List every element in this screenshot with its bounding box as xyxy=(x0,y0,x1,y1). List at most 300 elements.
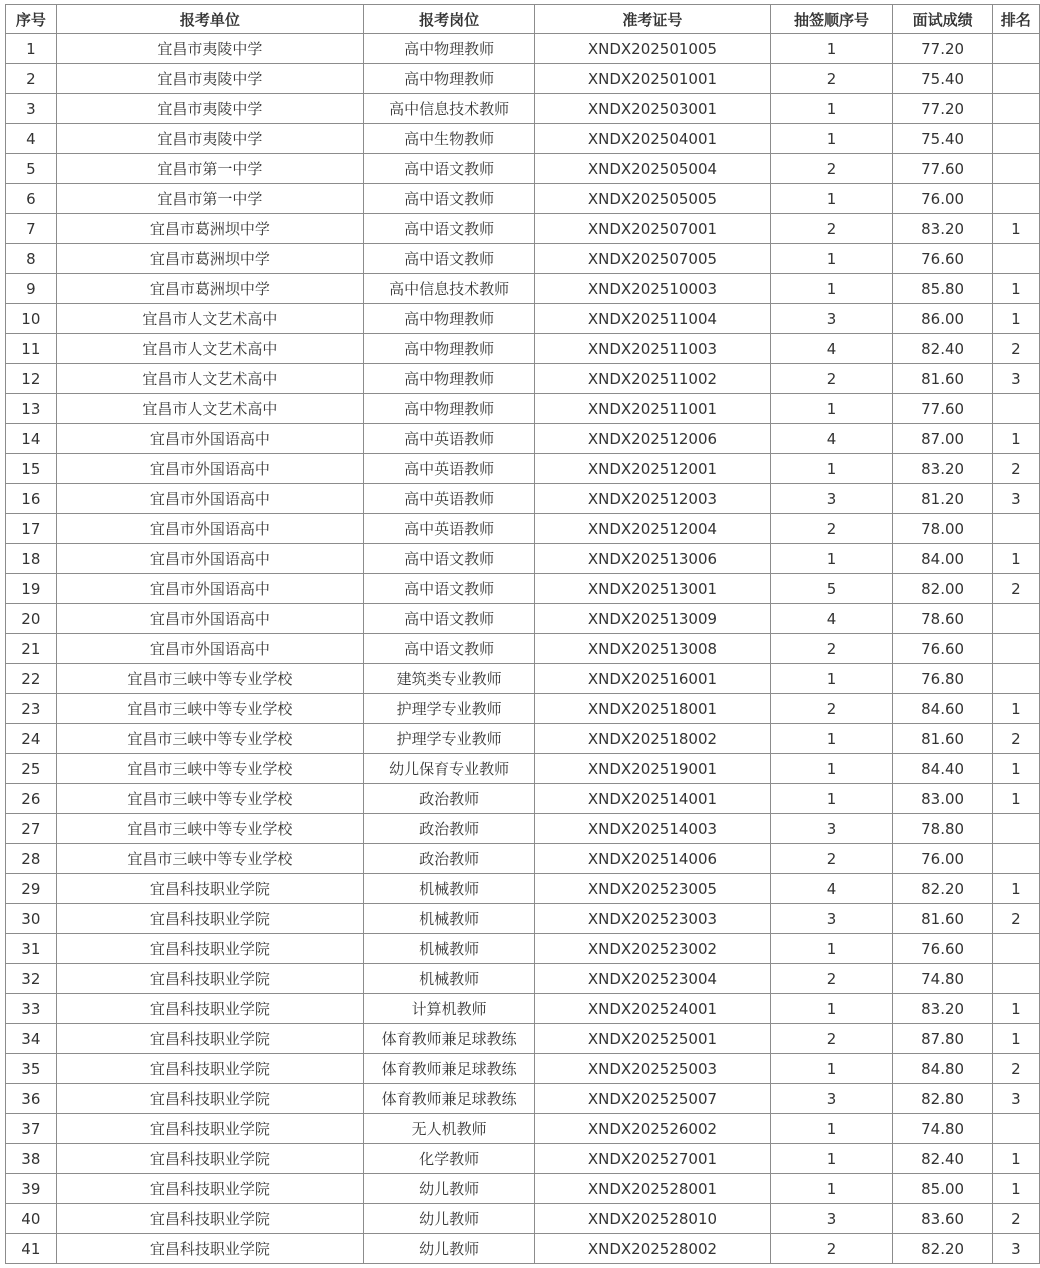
cell-ticket-number: XNDX202518001 xyxy=(535,694,771,724)
table-row xyxy=(6,94,1040,124)
cell-score: 81.60 xyxy=(893,724,993,754)
header-rank: 排名 xyxy=(992,5,1039,34)
cell-ticket-number: XNDX202512004 xyxy=(535,514,771,544)
cell-ticket-number: XNDX202516001 xyxy=(535,664,771,694)
cell-rank: 1 xyxy=(992,784,1039,814)
cell-unit: 宜昌科技职业学院 xyxy=(56,1054,363,1084)
cell-score: 76.60 xyxy=(893,634,993,664)
table-row xyxy=(6,1024,1040,1054)
cell-index: 14 xyxy=(6,424,57,454)
cell-unit: 宜昌市外国语高中 xyxy=(56,454,363,484)
cell-score: 85.00 xyxy=(893,1174,993,1204)
cell-unit: 宜昌科技职业学院 xyxy=(56,964,363,994)
cell-position: 高中语文教师 xyxy=(364,604,535,634)
cell-unit: 宜昌科技职业学院 xyxy=(56,1084,363,1114)
table-row xyxy=(6,184,1040,214)
cell-index: 34 xyxy=(6,1024,57,1054)
cell-draw-order: 4 xyxy=(770,424,893,454)
cell-draw-order: 2 xyxy=(770,1024,893,1054)
table-body xyxy=(6,34,1040,1264)
cell-index: 21 xyxy=(6,634,57,664)
cell-score: 83.20 xyxy=(893,214,993,244)
results-table xyxy=(5,4,1040,1264)
table-row xyxy=(6,1234,1040,1264)
cell-draw-order: 2 xyxy=(770,634,893,664)
cell-position: 无人机教师 xyxy=(364,1114,535,1144)
table-row xyxy=(6,334,1040,364)
cell-rank: 1 xyxy=(992,694,1039,724)
table-row xyxy=(6,274,1040,304)
table-row xyxy=(6,34,1040,64)
cell-unit: 宜昌市外国语高中 xyxy=(56,634,363,664)
cell-index: 2 xyxy=(6,64,57,94)
cell-position: 计算机教师 xyxy=(364,994,535,1024)
cell-unit: 宜昌科技职业学院 xyxy=(56,1114,363,1144)
cell-score: 84.80 xyxy=(893,1054,993,1084)
cell-score: 76.60 xyxy=(893,934,993,964)
cell-index: 10 xyxy=(6,304,57,334)
table-row xyxy=(6,544,1040,574)
cell-rank: 1 xyxy=(992,1144,1039,1174)
cell-score: 81.20 xyxy=(893,484,993,514)
cell-index: 3 xyxy=(6,94,57,124)
cell-index: 24 xyxy=(6,724,57,754)
cell-position: 高中生物教师 xyxy=(364,124,535,154)
cell-score: 83.20 xyxy=(893,994,993,1024)
cell-score: 82.20 xyxy=(893,874,993,904)
cell-position: 高中物理教师 xyxy=(364,64,535,94)
cell-ticket-number: XNDX202528001 xyxy=(535,1174,771,1204)
header-unit: 报考单位 xyxy=(56,5,363,34)
cell-position: 政治教师 xyxy=(364,784,535,814)
cell-rank: 3 xyxy=(992,364,1039,394)
table-row xyxy=(6,994,1040,1024)
cell-unit: 宜昌市夷陵中学 xyxy=(56,64,363,94)
cell-draw-order: 3 xyxy=(770,904,893,934)
cell-unit: 宜昌科技职业学院 xyxy=(56,994,363,1024)
cell-unit: 宜昌市人文艺术高中 xyxy=(56,334,363,364)
cell-draw-order: 1 xyxy=(770,784,893,814)
cell-rank: 2 xyxy=(992,724,1039,754)
cell-ticket-number: XNDX202514006 xyxy=(535,844,771,874)
cell-rank: 1 xyxy=(992,544,1039,574)
cell-unit: 宜昌科技职业学院 xyxy=(56,874,363,904)
cell-score: 75.40 xyxy=(893,64,993,94)
cell-unit: 宜昌市人文艺术高中 xyxy=(56,394,363,424)
cell-ticket-number: XNDX202514001 xyxy=(535,784,771,814)
cell-index: 30 xyxy=(6,904,57,934)
cell-score: 87.00 xyxy=(893,424,993,454)
cell-index: 32 xyxy=(6,964,57,994)
cell-draw-order: 2 xyxy=(770,154,893,184)
cell-unit: 宜昌市三峡中等专业学校 xyxy=(56,724,363,754)
cell-ticket-number: XNDX202526002 xyxy=(535,1114,771,1144)
cell-ticket-number: XNDX202514003 xyxy=(535,814,771,844)
cell-score: 77.60 xyxy=(893,394,993,424)
header-position: 报考岗位 xyxy=(364,5,535,34)
cell-draw-order: 1 xyxy=(770,724,893,754)
cell-ticket-number: XNDX202512003 xyxy=(535,484,771,514)
cell-draw-order: 2 xyxy=(770,514,893,544)
cell-rank: 1 xyxy=(992,754,1039,784)
table-row xyxy=(6,664,1040,694)
cell-position: 体育教师兼足球教练 xyxy=(364,1084,535,1114)
cell-index: 41 xyxy=(6,1234,57,1264)
cell-ticket-number: XNDX202511001 xyxy=(535,394,771,424)
cell-ticket-number: XNDX202503001 xyxy=(535,94,771,124)
cell-index: 39 xyxy=(6,1174,57,1204)
cell-ticket-number: XNDX202513006 xyxy=(535,544,771,574)
table-row xyxy=(6,1054,1040,1084)
cell-position: 高中语文教师 xyxy=(364,574,535,604)
cell-rank: 3 xyxy=(992,1084,1039,1114)
cell-ticket-number: XNDX202511002 xyxy=(535,364,771,394)
cell-draw-order: 1 xyxy=(770,394,893,424)
cell-index: 16 xyxy=(6,484,57,514)
cell-rank: 3 xyxy=(992,1234,1039,1264)
table-row xyxy=(6,724,1040,754)
cell-score: 82.80 xyxy=(893,1084,993,1114)
cell-position: 高中物理教师 xyxy=(364,394,535,424)
header-score: 面试成绩 xyxy=(893,5,993,34)
cell-rank: 2 xyxy=(992,574,1039,604)
cell-score: 82.40 xyxy=(893,334,993,364)
cell-score: 82.00 xyxy=(893,574,993,604)
cell-index: 20 xyxy=(6,604,57,634)
table-row xyxy=(6,934,1040,964)
cell-draw-order: 4 xyxy=(770,334,893,364)
cell-unit: 宜昌市第一中学 xyxy=(56,154,363,184)
cell-score: 82.20 xyxy=(893,1234,993,1264)
cell-draw-order: 2 xyxy=(770,1234,893,1264)
cell-rank: 1 xyxy=(992,214,1039,244)
cell-ticket-number: XNDX202512001 xyxy=(535,454,771,484)
table-row xyxy=(6,874,1040,904)
cell-unit: 宜昌市人文艺术高中 xyxy=(56,364,363,394)
cell-rank: 1 xyxy=(992,304,1039,334)
cell-rank xyxy=(992,964,1039,994)
cell-index: 11 xyxy=(6,334,57,364)
cell-position: 化学教师 xyxy=(364,1144,535,1174)
table-row xyxy=(6,304,1040,334)
cell-score: 78.80 xyxy=(893,814,993,844)
cell-ticket-number: XNDX202511004 xyxy=(535,304,771,334)
cell-ticket-number: XNDX202504001 xyxy=(535,124,771,154)
cell-index: 25 xyxy=(6,754,57,784)
cell-unit: 宜昌市三峡中等专业学校 xyxy=(56,694,363,724)
cell-rank xyxy=(992,1114,1039,1144)
table-row xyxy=(6,964,1040,994)
cell-unit: 宜昌科技职业学院 xyxy=(56,1204,363,1234)
cell-index: 28 xyxy=(6,844,57,874)
table-row xyxy=(6,844,1040,874)
cell-ticket-number: XNDX202519001 xyxy=(535,754,771,784)
cell-position: 高中物理教师 xyxy=(364,334,535,364)
cell-unit: 宜昌市外国语高中 xyxy=(56,544,363,574)
cell-score: 86.00 xyxy=(893,304,993,334)
cell-index: 8 xyxy=(6,244,57,274)
cell-position: 政治教师 xyxy=(364,814,535,844)
cell-index: 40 xyxy=(6,1204,57,1234)
table-row xyxy=(6,394,1040,424)
cell-draw-order: 2 xyxy=(770,694,893,724)
cell-unit: 宜昌市三峡中等专业学校 xyxy=(56,754,363,784)
cell-draw-order: 2 xyxy=(770,64,893,94)
cell-unit: 宜昌市外国语高中 xyxy=(56,604,363,634)
cell-unit: 宜昌市夷陵中学 xyxy=(56,94,363,124)
cell-score: 75.40 xyxy=(893,124,993,154)
cell-score: 81.60 xyxy=(893,364,993,394)
cell-draw-order: 3 xyxy=(770,304,893,334)
cell-index: 23 xyxy=(6,694,57,724)
cell-draw-order: 1 xyxy=(770,754,893,784)
cell-unit: 宜昌市葛洲坝中学 xyxy=(56,214,363,244)
cell-unit: 宜昌市外国语高中 xyxy=(56,484,363,514)
cell-unit: 宜昌市三峡中等专业学校 xyxy=(56,784,363,814)
header-draw-order: 抽签顺序号 xyxy=(770,5,893,34)
cell-position: 机械教师 xyxy=(364,874,535,904)
cell-unit: 宜昌科技职业学院 xyxy=(56,1174,363,1204)
cell-rank xyxy=(992,34,1039,64)
cell-score: 78.00 xyxy=(893,514,993,544)
table-row xyxy=(6,484,1040,514)
cell-ticket-number: XNDX202527001 xyxy=(535,1144,771,1174)
cell-index: 35 xyxy=(6,1054,57,1084)
cell-position: 幼儿教师 xyxy=(364,1234,535,1264)
table-row xyxy=(6,64,1040,94)
cell-position: 机械教师 xyxy=(364,904,535,934)
cell-ticket-number: XNDX202518002 xyxy=(535,724,771,754)
cell-index: 6 xyxy=(6,184,57,214)
cell-unit: 宜昌科技职业学院 xyxy=(56,1234,363,1264)
cell-score: 76.00 xyxy=(893,184,993,214)
cell-rank: 1 xyxy=(992,274,1039,304)
cell-ticket-number: XNDX202525003 xyxy=(535,1054,771,1084)
cell-draw-order: 2 xyxy=(770,364,893,394)
cell-ticket-number: XNDX202523005 xyxy=(535,874,771,904)
cell-rank xyxy=(992,94,1039,124)
cell-score: 83.20 xyxy=(893,454,993,484)
cell-position: 幼儿教师 xyxy=(364,1174,535,1204)
cell-unit: 宜昌市外国语高中 xyxy=(56,424,363,454)
cell-index: 29 xyxy=(6,874,57,904)
cell-rank xyxy=(992,664,1039,694)
header-ticket-number: 准考证号 xyxy=(535,5,771,34)
table-row xyxy=(6,904,1040,934)
cell-score: 74.80 xyxy=(893,964,993,994)
cell-score: 82.40 xyxy=(893,1144,993,1174)
cell-ticket-number: XNDX202505005 xyxy=(535,184,771,214)
cell-rank xyxy=(992,154,1039,184)
table-row xyxy=(6,244,1040,274)
cell-draw-order: 2 xyxy=(770,214,893,244)
cell-position: 高中英语教师 xyxy=(364,484,535,514)
cell-unit: 宜昌市葛洲坝中学 xyxy=(56,274,363,304)
cell-rank: 2 xyxy=(992,454,1039,484)
cell-score: 84.40 xyxy=(893,754,993,784)
cell-rank xyxy=(992,394,1039,424)
cell-draw-order: 1 xyxy=(770,1174,893,1204)
cell-draw-order: 1 xyxy=(770,184,893,214)
table-row xyxy=(6,754,1040,784)
cell-position: 高中信息技术教师 xyxy=(364,94,535,124)
cell-rank: 1 xyxy=(992,1174,1039,1204)
cell-score: 83.00 xyxy=(893,784,993,814)
table-row xyxy=(6,634,1040,664)
cell-draw-order: 2 xyxy=(770,964,893,994)
cell-rank: 2 xyxy=(992,1054,1039,1084)
table-row xyxy=(6,1114,1040,1144)
cell-ticket-number: XNDX202505004 xyxy=(535,154,771,184)
cell-rank xyxy=(992,634,1039,664)
cell-position: 高中信息技术教师 xyxy=(364,274,535,304)
cell-score: 77.20 xyxy=(893,94,993,124)
table-row xyxy=(6,1204,1040,1234)
cell-position: 幼儿教师 xyxy=(364,1204,535,1234)
cell-score: 81.60 xyxy=(893,904,993,934)
cell-index: 13 xyxy=(6,394,57,424)
cell-score: 84.00 xyxy=(893,544,993,574)
cell-draw-order: 1 xyxy=(770,664,893,694)
cell-unit: 宜昌市夷陵中学 xyxy=(56,124,363,154)
cell-draw-order: 1 xyxy=(770,454,893,484)
cell-index: 36 xyxy=(6,1084,57,1114)
cell-index: 7 xyxy=(6,214,57,244)
cell-position: 体育教师兼足球教练 xyxy=(364,1024,535,1054)
cell-unit: 宜昌市外国语高中 xyxy=(56,574,363,604)
table-row xyxy=(6,574,1040,604)
cell-unit: 宜昌科技职业学院 xyxy=(56,904,363,934)
cell-score: 76.00 xyxy=(893,844,993,874)
cell-position: 幼儿保育专业教师 xyxy=(364,754,535,784)
cell-position: 机械教师 xyxy=(364,934,535,964)
cell-draw-order: 1 xyxy=(770,1054,893,1084)
cell-score: 77.60 xyxy=(893,154,993,184)
cell-rank: 1 xyxy=(992,874,1039,904)
cell-ticket-number: XNDX202510003 xyxy=(535,274,771,304)
table-row xyxy=(6,514,1040,544)
cell-position: 高中物理教师 xyxy=(364,34,535,64)
cell-rank: 3 xyxy=(992,484,1039,514)
cell-ticket-number: XNDX202524001 xyxy=(535,994,771,1024)
cell-ticket-number: XNDX202523004 xyxy=(535,964,771,994)
cell-unit: 宜昌市三峡中等专业学校 xyxy=(56,664,363,694)
cell-ticket-number: XNDX202513001 xyxy=(535,574,771,604)
cell-rank: 2 xyxy=(992,334,1039,364)
cell-draw-order: 1 xyxy=(770,544,893,574)
table-row xyxy=(6,154,1040,184)
table-row xyxy=(6,214,1040,244)
cell-draw-order: 3 xyxy=(770,1084,893,1114)
cell-draw-order: 1 xyxy=(770,244,893,274)
cell-rank xyxy=(992,124,1039,154)
table-row xyxy=(6,124,1040,154)
cell-rank: 2 xyxy=(992,1204,1039,1234)
cell-ticket-number: XNDX202513008 xyxy=(535,634,771,664)
cell-rank xyxy=(992,244,1039,274)
cell-rank xyxy=(992,64,1039,94)
table-row xyxy=(6,814,1040,844)
cell-score: 74.80 xyxy=(893,1114,993,1144)
cell-index: 22 xyxy=(6,664,57,694)
table-row xyxy=(6,364,1040,394)
cell-rank: 1 xyxy=(992,994,1039,1024)
cell-ticket-number: XNDX202511003 xyxy=(535,334,771,364)
cell-position: 机械教师 xyxy=(364,964,535,994)
table-row xyxy=(6,784,1040,814)
cell-ticket-number: XNDX202507005 xyxy=(535,244,771,274)
cell-rank xyxy=(992,604,1039,634)
cell-draw-order: 4 xyxy=(770,604,893,634)
cell-index: 17 xyxy=(6,514,57,544)
cell-position: 高中英语教师 xyxy=(364,424,535,454)
cell-rank: 2 xyxy=(992,904,1039,934)
cell-index: 19 xyxy=(6,574,57,604)
cell-draw-order: 1 xyxy=(770,124,893,154)
cell-position: 高中语文教师 xyxy=(364,544,535,574)
cell-score: 78.60 xyxy=(893,604,993,634)
cell-draw-order: 3 xyxy=(770,1204,893,1234)
cell-ticket-number: XNDX202525001 xyxy=(535,1024,771,1054)
cell-rank xyxy=(992,844,1039,874)
cell-ticket-number: XNDX202501005 xyxy=(535,34,771,64)
cell-position: 政治教师 xyxy=(364,844,535,874)
cell-score: 76.80 xyxy=(893,664,993,694)
cell-unit: 宜昌市人文艺术高中 xyxy=(56,304,363,334)
cell-score: 85.80 xyxy=(893,274,993,304)
cell-unit: 宜昌市夷陵中学 xyxy=(56,34,363,64)
cell-position: 高中语文教师 xyxy=(364,634,535,664)
cell-draw-order: 4 xyxy=(770,874,893,904)
cell-index: 26 xyxy=(6,784,57,814)
cell-score: 76.60 xyxy=(893,244,993,274)
cell-position: 高中语文教师 xyxy=(364,154,535,184)
cell-unit: 宜昌科技职业学院 xyxy=(56,934,363,964)
cell-ticket-number: XNDX202513009 xyxy=(535,604,771,634)
cell-draw-order: 1 xyxy=(770,274,893,304)
cell-unit: 宜昌市第一中学 xyxy=(56,184,363,214)
cell-index: 37 xyxy=(6,1114,57,1144)
cell-unit: 宜昌市三峡中等专业学校 xyxy=(56,844,363,874)
cell-position: 建筑类专业教师 xyxy=(364,664,535,694)
cell-ticket-number: XNDX202507001 xyxy=(535,214,771,244)
cell-index: 15 xyxy=(6,454,57,484)
cell-draw-order: 2 xyxy=(770,844,893,874)
header-index: 序号 xyxy=(6,5,57,34)
table-row xyxy=(6,454,1040,484)
cell-score: 83.60 xyxy=(893,1204,993,1234)
cell-draw-order: 1 xyxy=(770,1144,893,1174)
cell-rank xyxy=(992,934,1039,964)
cell-ticket-number: XNDX202525007 xyxy=(535,1084,771,1114)
cell-draw-order: 3 xyxy=(770,814,893,844)
cell-draw-order: 1 xyxy=(770,1114,893,1144)
cell-unit: 宜昌科技职业学院 xyxy=(56,1144,363,1174)
cell-position: 高中语文教师 xyxy=(364,214,535,244)
cell-position: 高中物理教师 xyxy=(364,304,535,334)
cell-position: 高中英语教师 xyxy=(364,514,535,544)
cell-ticket-number: XNDX202512006 xyxy=(535,424,771,454)
cell-index: 5 xyxy=(6,154,57,184)
cell-ticket-number: XNDX202523003 xyxy=(535,904,771,934)
table-row xyxy=(6,694,1040,724)
cell-ticket-number: XNDX202501001 xyxy=(535,64,771,94)
cell-rank: 1 xyxy=(992,1024,1039,1054)
cell-unit: 宜昌市葛洲坝中学 xyxy=(56,244,363,274)
cell-position: 护理学专业教师 xyxy=(364,694,535,724)
cell-score: 84.60 xyxy=(893,694,993,724)
cell-position: 高中语文教师 xyxy=(364,244,535,274)
